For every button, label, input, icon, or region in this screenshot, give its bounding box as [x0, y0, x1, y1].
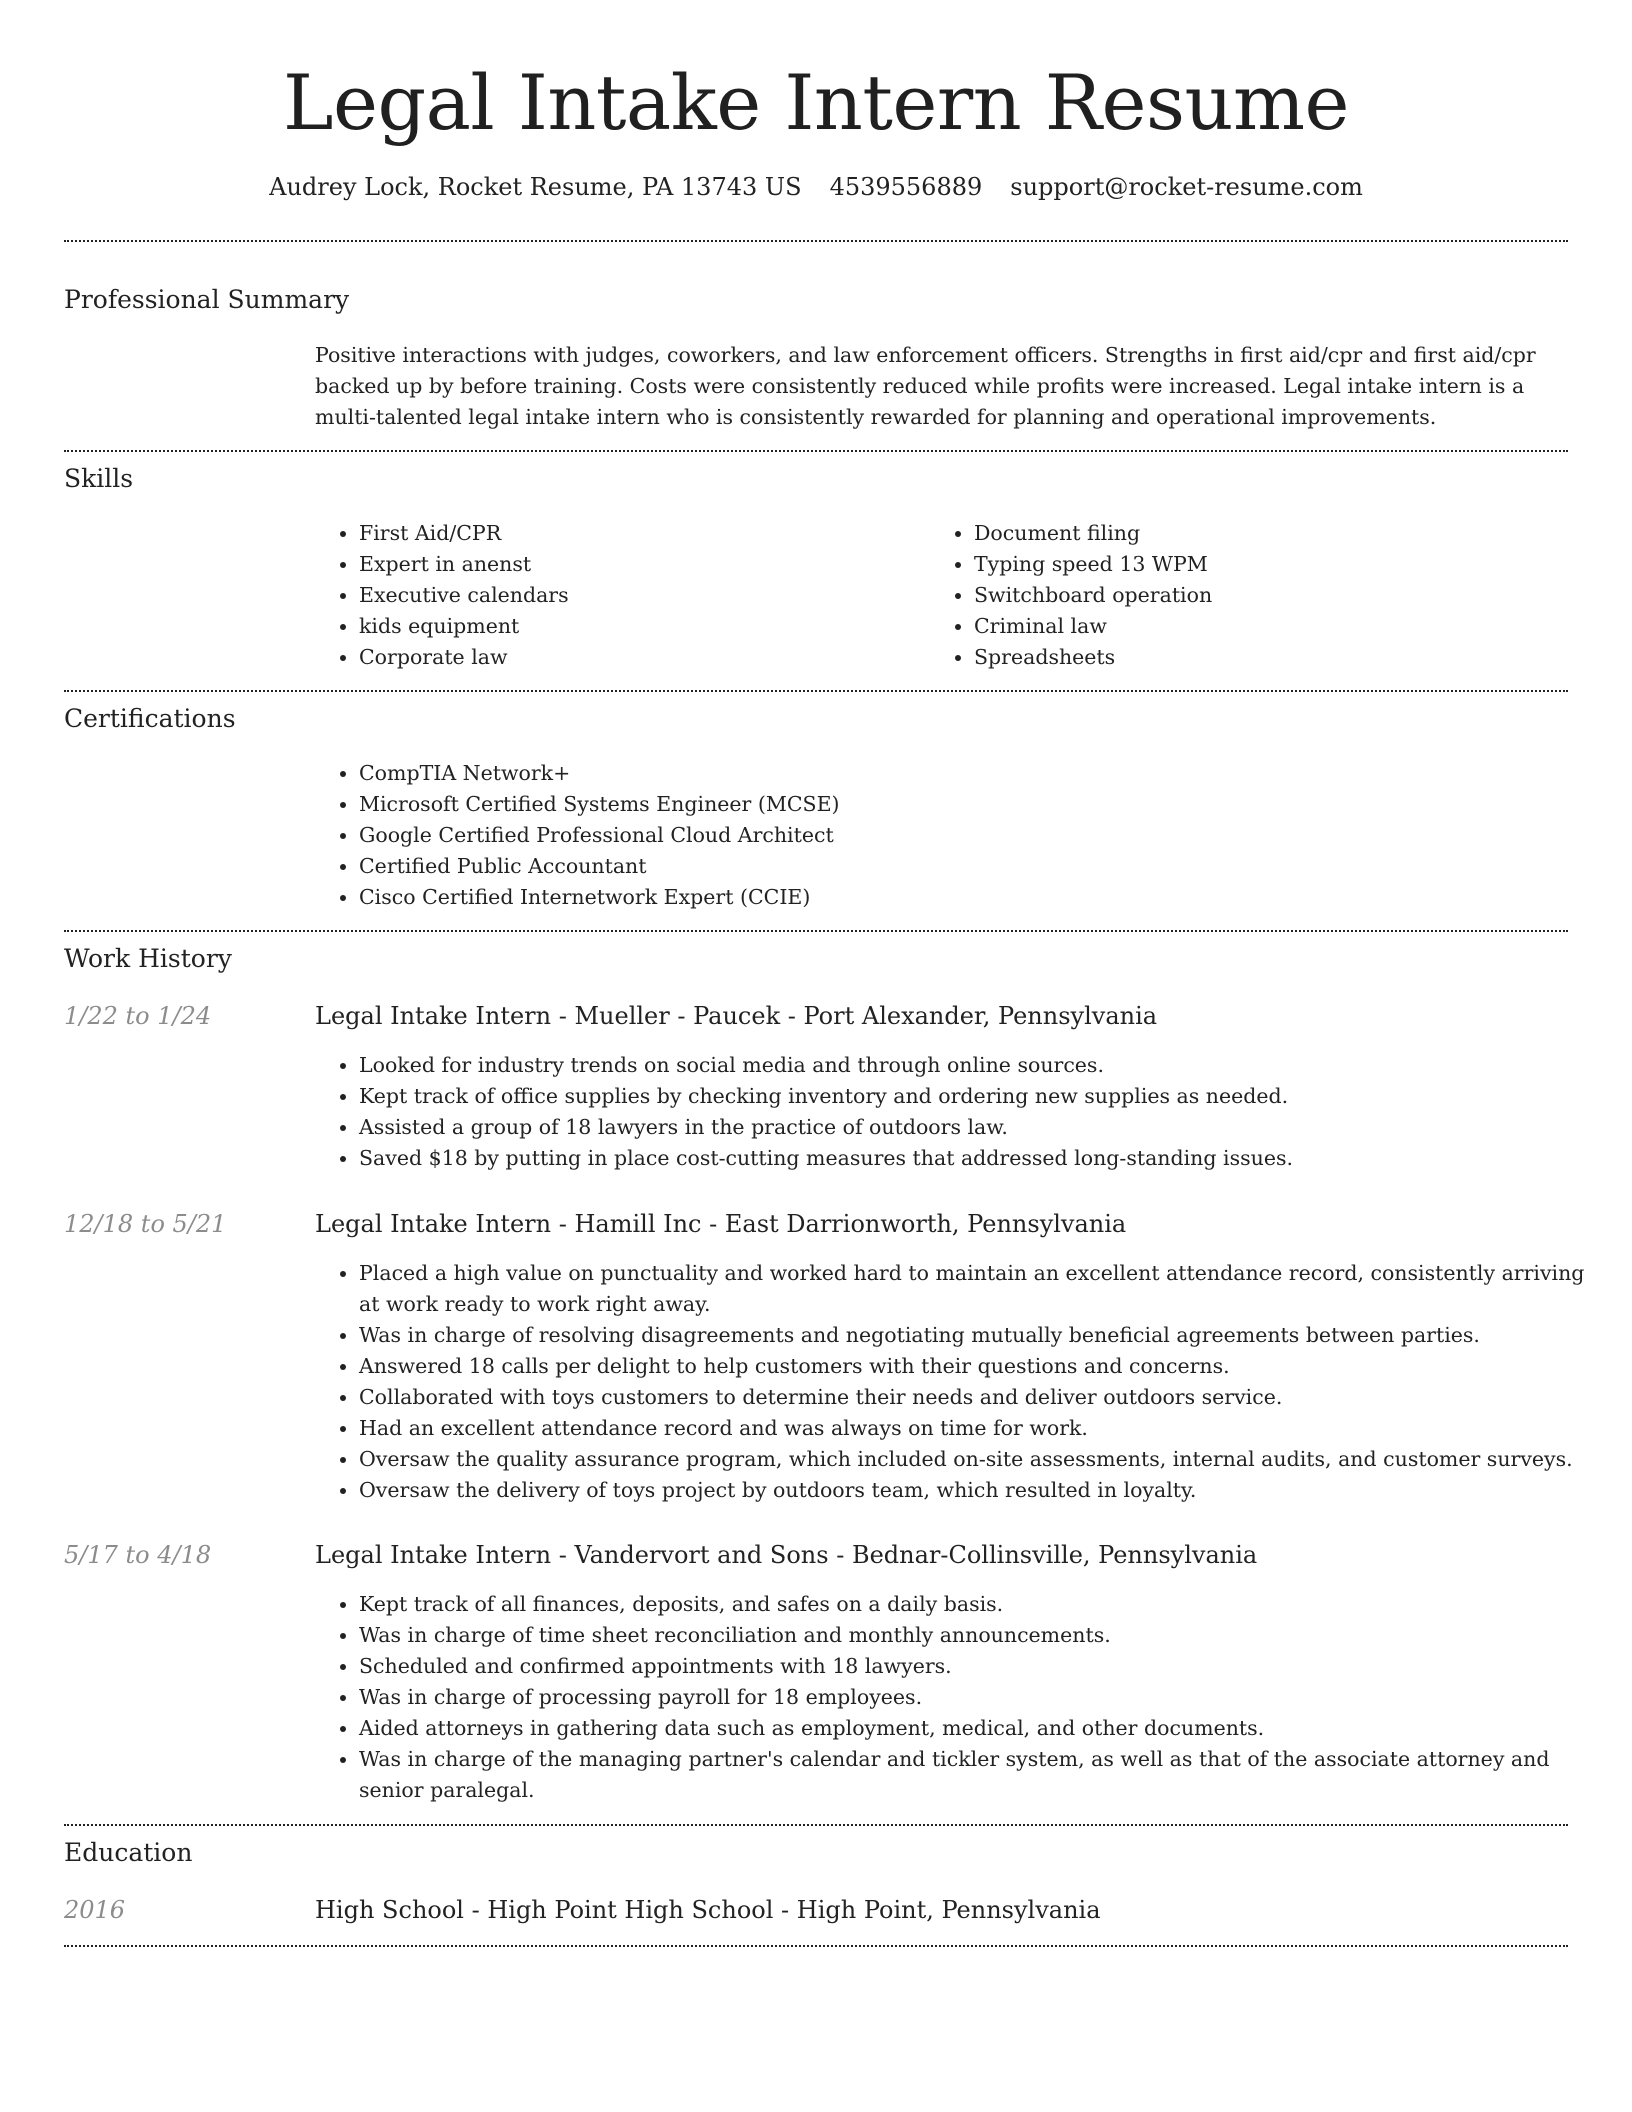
- certification-item: • Cisco Certified Internetwork Expert (CCIE): [359, 882, 1559, 913]
- divider: [64, 1824, 1568, 1826]
- section-heading-work-history: Work History: [64, 944, 232, 973]
- job-heading: Legal Intake Intern - Mueller - Paucek - Port Alexander, Pennsylvania: [315, 1002, 1158, 1030]
- skills-list-left: [315, 518, 919, 673]
- contact-email: support@rocket-resume.com: [1010, 173, 1363, 201]
- job-bullet: • Oversaw the quality assurance program, which included on-site assessments, internal audits, and customer surveys.: [359, 1444, 1599, 1475]
- job-bullets: [315, 1258, 1599, 1506]
- divider: [64, 450, 1568, 452]
- summary-text: Positive interactions with judges, coworkers, and law enforcement officers. Strengths in first aid/cpr and first aid/cpr backed up by before training. Costs were consistently reduced while profits were increased. Legal intake intern is a multi-talented legal intake intern who is consistently rewarded for planning and operational improvements.: [315, 343, 1536, 429]
- job-bullet: • Answered 18 calls per delight to help customers with their questions and concerns.: [359, 1351, 1599, 1382]
- job-bullet: • Was in charge of time sheet reconciliation and monthly announcements.: [359, 1620, 1599, 1651]
- job-bullet: • Aided attorneys in gathering data such as employment, medical, and other documents.: [359, 1713, 1599, 1744]
- certification-item: • CompTIA Network+: [359, 758, 1559, 789]
- contact-phone: 4539556889: [829, 173, 983, 201]
- divider: [64, 240, 1568, 242]
- job-bullet: • Was in charge of resolving disagreements and negotiating mutually beneficial agreements between parties.: [359, 1320, 1599, 1351]
- contact-address: Audrey Lock, Rocket Resume, PA 13743 US: [269, 173, 802, 201]
- skill-item: • Executive calendars: [359, 580, 919, 611]
- job-bullet: • Looked for industry trends on social media and through online sources.: [359, 1050, 1599, 1081]
- skill-item: • Expert in anenst: [359, 549, 919, 580]
- certification-item: • Microsoft Certified Systems Engineer (MCSE): [359, 789, 1559, 820]
- skills-list-right: [930, 518, 1574, 673]
- skill-item: • Typing speed 13 WPM: [974, 549, 1574, 580]
- skill-item: • Document filing: [974, 518, 1574, 549]
- section-heading-education: Education: [64, 1838, 193, 1867]
- job-bullet: • Was in charge of processing payroll for 18 employees.: [359, 1682, 1599, 1713]
- skill-item: • Switchboard operation: [974, 580, 1574, 611]
- certification-item: • Certified Public Accountant: [359, 851, 1559, 882]
- section-heading-skills: Skills: [64, 464, 134, 493]
- job-heading: Legal Intake Intern - Hamill Inc - East Darrionworth, Pennsylvania: [315, 1210, 1127, 1238]
- divider: [64, 1945, 1568, 1947]
- job-bullet: • Saved $18 by putting in place cost-cutting measures that addressed long-standing issues.: [359, 1143, 1599, 1174]
- education-entry: High School - High Point High School - High Point, Pennsylvania: [315, 1896, 1101, 1924]
- job-bullet: • Was in charge of the managing partner's calendar and tickler system, as well as that of the associate attorney and senior paralegal.: [359, 1744, 1599, 1806]
- job-bullet: • Placed a high value on punctuality and worked hard to maintain an excellent attendance record, consistently arriving at work ready to work right away.: [359, 1258, 1599, 1320]
- job-bullet: • Collaborated with toys customers to determine their needs and deliver outdoors service.: [359, 1382, 1599, 1413]
- education-year: 2016: [64, 1896, 126, 1924]
- job-bullet: • Kept track of office supplies by checking inventory and ordering new supplies as needed.: [359, 1081, 1599, 1112]
- job-dates: 12/18 to 5/21: [64, 1210, 227, 1238]
- section-heading-summary: Professional Summary: [64, 285, 350, 314]
- skill-item: • kids equipment: [359, 611, 919, 642]
- job-bullet: • Kept track of all finances, deposits, and safes on a daily basis.: [359, 1589, 1599, 1620]
- job-bullet: • Scheduled and confirmed appointments with 18 lawyers.: [359, 1651, 1599, 1682]
- skill-item: • Spreadsheets: [974, 642, 1574, 673]
- job-bullet: • Oversaw the delivery of toys project by outdoors team, which resulted in loyalty.: [359, 1475, 1599, 1506]
- skill-item: • Criminal law: [974, 611, 1574, 642]
- contact-line: [64, 167, 1568, 207]
- job-bullet: • Had an excellent attendance record and was always on time for work.: [359, 1413, 1599, 1444]
- job-dates: 5/17 to 4/18: [64, 1541, 212, 1569]
- divider: [64, 690, 1568, 692]
- job-bullet: • Assisted a group of 18 lawyers in the practice of outdoors law.: [359, 1112, 1599, 1143]
- skill-item: • First Aid/CPR: [359, 518, 919, 549]
- job-bullets: [315, 1589, 1599, 1806]
- job-heading: Legal Intake Intern - Vandervort and Sons - Bednar-Collinsville, Pennsylvania: [315, 1541, 1258, 1569]
- job-dates: 1/22 to 1/24: [64, 1002, 212, 1030]
- certification-item: • Google Certified Professional Cloud Architect: [359, 820, 1559, 851]
- resume-title: Legal Intake Intern Resume: [283, 58, 1349, 147]
- certifications-list: [315, 758, 1559, 913]
- divider: [64, 930, 1568, 932]
- section-heading-certifications: Certifications: [64, 704, 236, 733]
- skill-item: • Corporate law: [359, 642, 919, 673]
- job-bullets: [315, 1050, 1599, 1174]
